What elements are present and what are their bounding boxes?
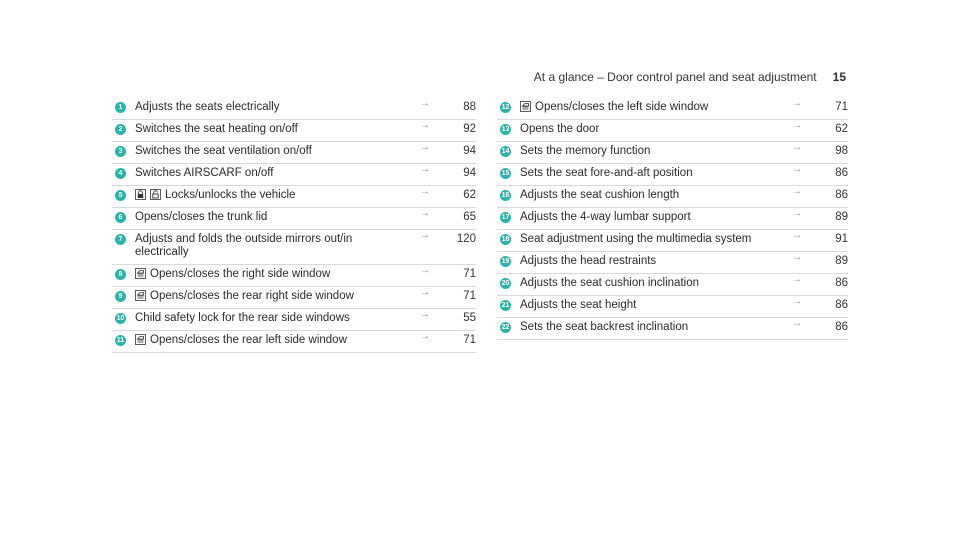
page-reference-number[interactable]: 71 xyxy=(463,290,476,302)
legend-column-left xyxy=(112,98,476,353)
page-reference xyxy=(792,230,848,246)
item-description: Opens the door xyxy=(520,123,600,135)
item-description-wrap xyxy=(135,334,420,347)
item-number-badge: 11 xyxy=(116,337,125,344)
page-reference-number[interactable]: 89 xyxy=(835,255,848,267)
page-reference xyxy=(792,98,848,114)
legend-item xyxy=(112,331,476,353)
item-description-wrap xyxy=(135,189,420,202)
item-description-wrap xyxy=(520,123,792,136)
arrow-right-icon: → xyxy=(792,120,802,131)
item-number-badge: 4 xyxy=(115,168,126,179)
item-number-badge: 1 xyxy=(115,102,126,113)
page-reference-number[interactable]: 94 xyxy=(463,145,476,157)
item-description: Adjusts the head restraints xyxy=(520,255,657,267)
page-reference-number[interactable]: 91 xyxy=(835,233,848,245)
page-reference-number[interactable]: 71 xyxy=(835,101,848,113)
window-switch-icon xyxy=(135,334,146,345)
page-reference-number[interactable]: 86 xyxy=(835,277,848,289)
page-reference-number[interactable]: 62 xyxy=(463,189,476,201)
page-reference xyxy=(792,318,848,334)
item-description: Locks/unlocks the vehicle xyxy=(165,189,296,201)
item-number-badge: 3 xyxy=(115,146,126,157)
page-header-title: At a glance – Door control panel and seat adjustment xyxy=(533,70,817,84)
page-reference xyxy=(420,230,476,246)
arrow-right-icon: → xyxy=(792,186,802,197)
item-number-badge: 12 xyxy=(501,104,510,111)
item-description: Adjusts the seats electrically xyxy=(135,101,280,113)
item-description: Opens/closes the rear left side window xyxy=(150,334,347,346)
item-number-badge: 16 xyxy=(501,192,510,199)
item-description: Adjusts the seat cushion inclination xyxy=(520,277,699,289)
item-description: Sets the memory function xyxy=(520,145,651,157)
arrow-right-icon: → xyxy=(420,230,430,241)
item-description: Adjusts the seat cushion length xyxy=(520,189,680,201)
item-number-badge: 22 xyxy=(501,324,510,331)
page-reference xyxy=(792,296,848,312)
legend-item xyxy=(112,265,476,287)
item-description: Opens/closes the trunk lid xyxy=(135,211,268,223)
item-description-wrap xyxy=(520,101,792,114)
legend-column-right xyxy=(497,98,848,340)
item-description-wrap xyxy=(135,233,420,259)
legend-item xyxy=(112,120,476,142)
page-reference xyxy=(420,265,476,281)
item-number-badge: 5 xyxy=(115,190,126,201)
item-description: Switches the seat ventilation on/off xyxy=(135,145,312,157)
page-reference xyxy=(792,208,848,224)
item-number-badge: 9 xyxy=(115,291,126,302)
page-reference-number[interactable]: 71 xyxy=(463,334,476,346)
item-number-badge: 17 xyxy=(501,214,510,221)
arrow-right-icon: → xyxy=(792,274,802,285)
legend-item xyxy=(497,164,848,186)
page-reference xyxy=(420,287,476,303)
legend-item xyxy=(497,252,848,274)
page-reference xyxy=(420,331,476,347)
arrow-right-icon: → xyxy=(420,120,430,131)
page-reference xyxy=(792,252,848,268)
arrow-right-icon: → xyxy=(792,318,802,329)
page-reference-number[interactable]: 120 xyxy=(456,233,476,245)
legend-item xyxy=(112,208,476,230)
page-reference-number[interactable]: 65 xyxy=(463,211,476,223)
page-reference-number[interactable]: 94 xyxy=(463,167,476,179)
item-description: Child safety lock for the rear side windows xyxy=(135,312,350,324)
item-description-wrap xyxy=(520,233,792,246)
arrow-right-icon: → xyxy=(420,142,430,153)
legend-item xyxy=(497,120,848,142)
item-description-wrap xyxy=(520,211,792,224)
item-description-wrap xyxy=(135,101,420,114)
arrow-right-icon: → xyxy=(420,98,430,109)
item-description: Opens/closes the rear right side window xyxy=(150,290,354,302)
legend-item xyxy=(497,142,848,164)
arrow-right-icon: → xyxy=(792,208,802,219)
page-reference-number[interactable]: 98 xyxy=(835,145,848,157)
arrow-right-icon: → xyxy=(420,265,430,276)
arrow-right-icon: → xyxy=(792,98,802,109)
arrow-right-icon: → xyxy=(420,331,430,342)
arrow-right-icon: → xyxy=(420,309,430,320)
item-description-wrap xyxy=(520,277,792,290)
item-description-wrap xyxy=(520,167,792,180)
page-reference-number[interactable]: 86 xyxy=(835,189,848,201)
item-description-wrap xyxy=(135,211,420,224)
item-description-wrap xyxy=(520,189,792,202)
item-description-wrap xyxy=(520,299,792,312)
item-number-badge: 15 xyxy=(501,170,510,177)
item-description: Switches AIRSCARF on/off xyxy=(135,167,274,179)
window-switch-icon xyxy=(520,101,531,112)
page-reference-number[interactable]: 86 xyxy=(835,167,848,179)
window-switch-icon xyxy=(135,268,146,279)
arrow-right-icon: → xyxy=(792,230,802,241)
page-reference-number[interactable]: 86 xyxy=(835,299,848,311)
arrow-right-icon: → xyxy=(420,208,430,219)
page-number: 15 xyxy=(832,70,846,84)
item-description: Adjusts the 4-way lumbar support xyxy=(520,211,691,223)
lock-icon xyxy=(135,189,146,200)
item-description-wrap xyxy=(520,255,792,268)
window-switch-icon xyxy=(135,290,146,301)
arrow-right-icon: → xyxy=(792,164,802,175)
page-reference-number[interactable]: 86 xyxy=(835,321,848,333)
legend-item xyxy=(112,98,476,120)
page-reference xyxy=(420,309,476,325)
legend-item xyxy=(497,230,848,252)
page-reference xyxy=(792,164,848,180)
arrow-right-icon: → xyxy=(420,287,430,298)
item-description: Adjusts the seat height xyxy=(520,299,637,311)
item-description: Switches the seat heating on/off xyxy=(135,123,298,135)
page-reference-number[interactable]: 71 xyxy=(463,268,476,280)
legend-item xyxy=(497,186,848,208)
page-reference xyxy=(420,186,476,202)
item-number-badge: 10 xyxy=(116,315,125,322)
item-description-wrap xyxy=(520,321,792,334)
item-number-badge: 13 xyxy=(501,126,510,133)
item-description-wrap xyxy=(135,123,420,136)
item-number-badge: 7 xyxy=(115,234,126,245)
item-description-wrap xyxy=(520,145,792,158)
page-reference xyxy=(792,186,848,202)
page-reference-number[interactable]: 62 xyxy=(835,123,848,135)
page-reference xyxy=(420,98,476,114)
item-description-wrap xyxy=(135,290,420,303)
page-reference xyxy=(792,274,848,290)
page-reference xyxy=(792,142,848,158)
item-description: Adjusts and folds the outside mirrors out/in electrically xyxy=(135,233,353,258)
legend-item xyxy=(112,186,476,208)
item-number-badge: 19 xyxy=(501,258,510,265)
legend-item xyxy=(497,98,848,120)
item-number-badge: 6 xyxy=(115,212,126,223)
page-reference xyxy=(420,164,476,180)
legend-item xyxy=(112,142,476,164)
arrow-right-icon: → xyxy=(420,186,430,197)
page-reference xyxy=(420,120,476,136)
item-description: Opens/closes the left side window xyxy=(535,101,709,113)
legend-item xyxy=(497,296,848,318)
item-number-badge: 21 xyxy=(501,302,510,309)
item-number-badge: 14 xyxy=(501,148,510,155)
page-reference xyxy=(420,142,476,158)
legend-item xyxy=(112,230,476,265)
arrow-right-icon: → xyxy=(792,252,802,263)
legend-item xyxy=(112,309,476,331)
unlock-icon xyxy=(150,189,161,200)
item-number-badge: 18 xyxy=(501,236,510,243)
item-number-badge: 8 xyxy=(115,269,126,280)
item-description-wrap xyxy=(135,167,420,180)
item-description: Opens/closes the right side window xyxy=(150,268,331,280)
item-description: Seat adjustment using the multimedia system xyxy=(520,233,752,245)
legend-item xyxy=(112,164,476,186)
page-reference xyxy=(420,208,476,224)
legend-item xyxy=(112,287,476,309)
item-number-badge: 2 xyxy=(115,124,126,135)
legend-item xyxy=(497,208,848,230)
item-description-wrap xyxy=(135,312,420,325)
item-description: Sets the seat backrest inclination xyxy=(520,321,689,333)
arrow-right-icon: → xyxy=(792,296,802,307)
page-reference-number[interactable]: 88 xyxy=(463,101,476,113)
item-description: Sets the seat fore-and-aft position xyxy=(520,167,693,179)
page-reference xyxy=(792,120,848,136)
item-number-badge: 20 xyxy=(501,280,510,287)
arrow-right-icon: → xyxy=(792,142,802,153)
arrow-right-icon: → xyxy=(420,164,430,175)
page-reference-number[interactable]: 92 xyxy=(463,123,476,135)
legend-item xyxy=(497,274,848,296)
item-description-wrap xyxy=(135,145,420,158)
legend-item xyxy=(497,318,848,340)
page-header xyxy=(534,70,846,84)
page-reference-number[interactable]: 55 xyxy=(463,312,476,324)
page-reference-number[interactable]: 89 xyxy=(835,211,848,223)
item-description-wrap xyxy=(135,268,420,281)
